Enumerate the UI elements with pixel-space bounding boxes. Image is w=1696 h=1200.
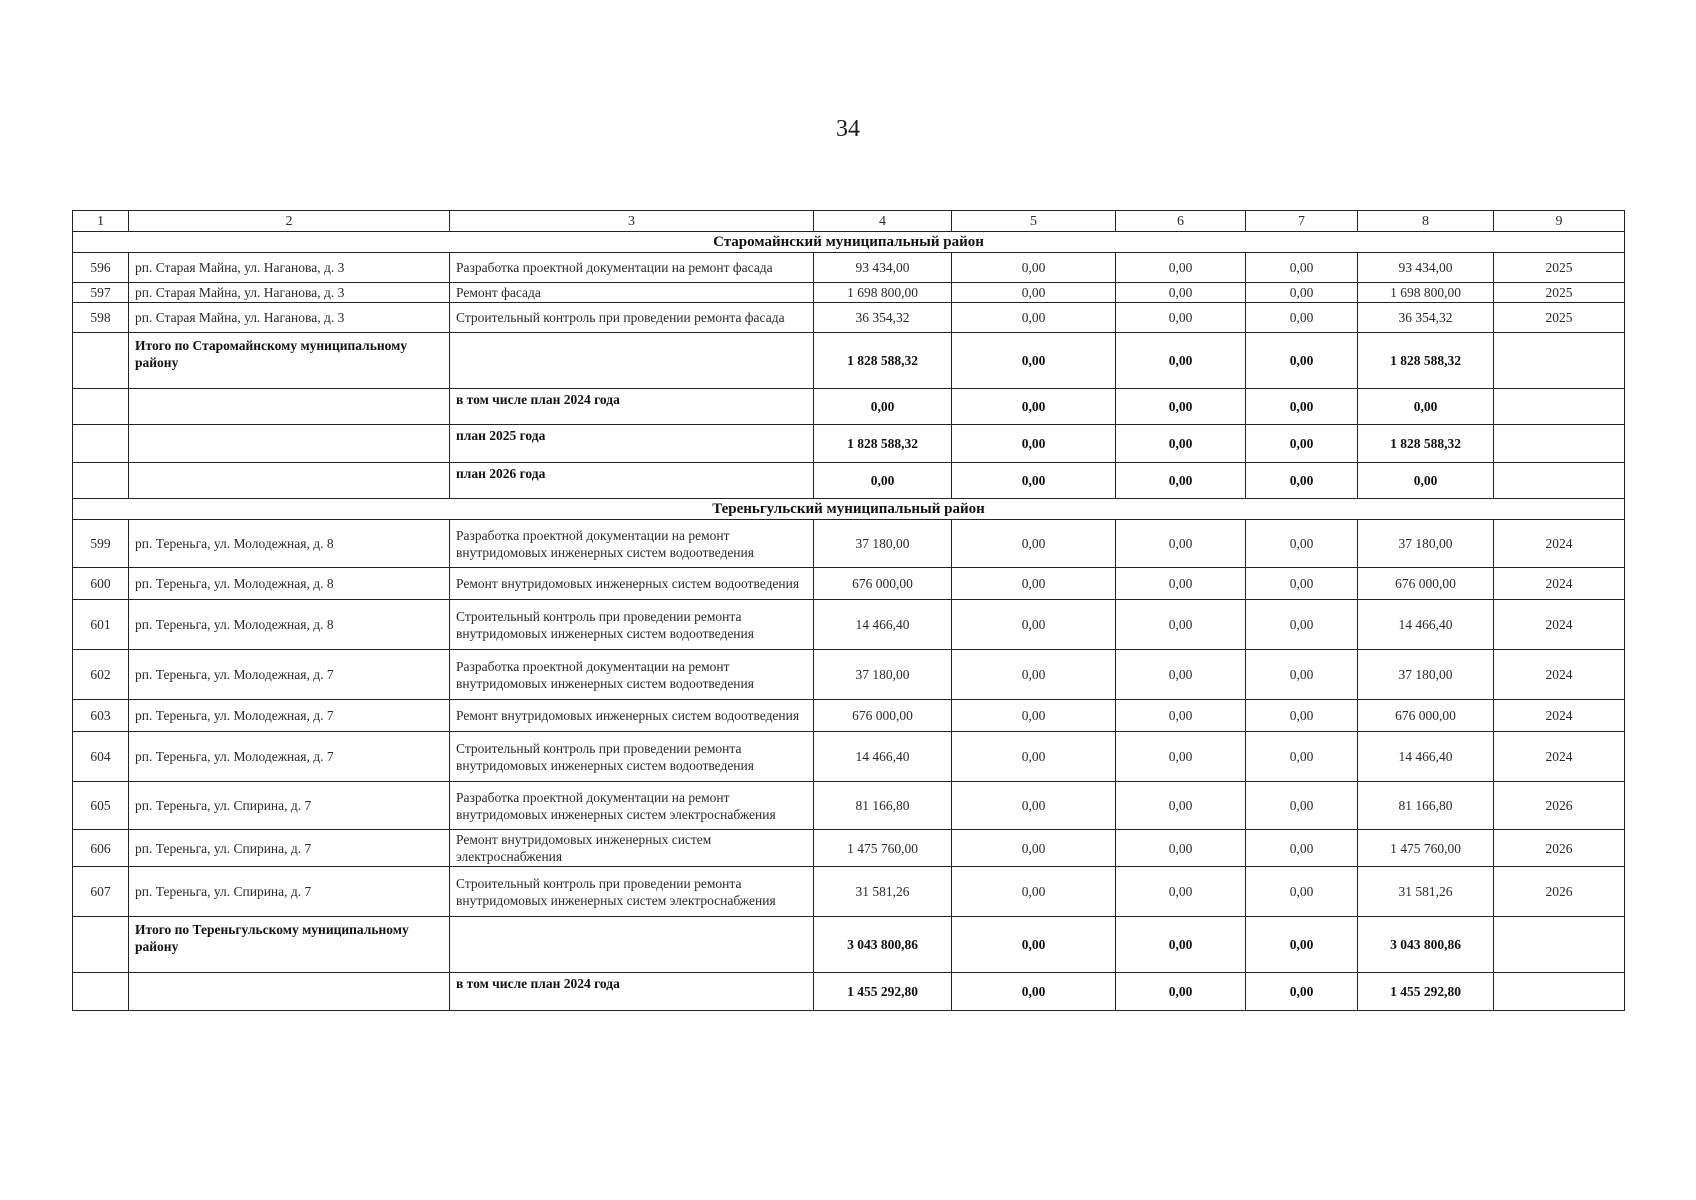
year-cell: 2024 bbox=[1494, 700, 1625, 732]
table-body bbox=[73, 211, 1625, 1011]
row-number: 604 bbox=[73, 732, 129, 782]
work-type-cell: Разработка проектной документации на ремонт фасада bbox=[450, 253, 814, 283]
amount-col8: 31 581,26 bbox=[1358, 867, 1494, 917]
total-col4: 0,00 bbox=[814, 463, 952, 499]
column-number-row bbox=[73, 211, 1625, 232]
total-row bbox=[73, 333, 1625, 389]
address-cell: рп. Старая Майна, ул. Наганова, д. 3 bbox=[129, 303, 450, 333]
empty-cell bbox=[1494, 917, 1625, 973]
total-row bbox=[73, 973, 1625, 1011]
total-label: Итого по Тереньгульскому муниципальному району bbox=[129, 917, 450, 973]
work-type-cell: Строительный контроль при проведении ремонта внутридомовых инженерных систем водоотведения bbox=[450, 600, 814, 650]
year-cell: 2024 bbox=[1494, 650, 1625, 700]
total-sublabel bbox=[450, 333, 814, 389]
amount-col4: 676 000,00 bbox=[814, 568, 952, 600]
amount-col8: 676 000,00 bbox=[1358, 700, 1494, 732]
work-type-cell: Ремонт внутридомовых инженерных систем электроснабжения bbox=[450, 830, 814, 867]
total-sublabel: в том числе план 2024 года bbox=[450, 389, 814, 425]
total-sublabel bbox=[450, 917, 814, 973]
amount-col8: 14 466,40 bbox=[1358, 600, 1494, 650]
total-col4: 0,00 bbox=[814, 389, 952, 425]
year-cell: 2026 bbox=[1494, 867, 1625, 917]
total-col4: 1 455 292,80 bbox=[814, 973, 952, 1011]
year-cell: 2025 bbox=[1494, 253, 1625, 283]
amount-col5: 0,00 bbox=[952, 568, 1116, 600]
empty-cell bbox=[73, 333, 129, 389]
amount-col8: 1 475 760,00 bbox=[1358, 830, 1494, 867]
address-cell: рп. Тереньга, ул. Молодежная, д. 8 bbox=[129, 520, 450, 568]
amount-col6: 0,00 bbox=[1116, 867, 1246, 917]
table-row bbox=[73, 700, 1625, 732]
address-cell: рп. Тереньга, ул. Молодежная, д. 7 bbox=[129, 700, 450, 732]
section-header-row bbox=[73, 499, 1625, 520]
work-type-cell: Ремонт внутридомовых инженерных систем водоотведения bbox=[450, 700, 814, 732]
amount-col4: 37 180,00 bbox=[814, 520, 952, 568]
empty-cell bbox=[1494, 333, 1625, 389]
table-row bbox=[73, 303, 1625, 333]
section-header-row bbox=[73, 232, 1625, 253]
amount-col6: 0,00 bbox=[1116, 303, 1246, 333]
total-row bbox=[73, 425, 1625, 463]
row-number: 607 bbox=[73, 867, 129, 917]
table-row bbox=[73, 650, 1625, 700]
total-col7: 0,00 bbox=[1246, 333, 1358, 389]
table-row bbox=[73, 568, 1625, 600]
amount-col7: 0,00 bbox=[1246, 830, 1358, 867]
table-row bbox=[73, 732, 1625, 782]
section-title: Тереньгульский муниципальный район bbox=[73, 499, 1625, 520]
amount-col8: 36 354,32 bbox=[1358, 303, 1494, 333]
amount-col5: 0,00 bbox=[952, 732, 1116, 782]
amount-col6: 0,00 bbox=[1116, 700, 1246, 732]
total-col6: 0,00 bbox=[1116, 389, 1246, 425]
page-number: 34 bbox=[836, 116, 860, 142]
empty-cell bbox=[1494, 425, 1625, 463]
total-col8: 1 828 588,32 bbox=[1358, 425, 1494, 463]
total-col6: 0,00 bbox=[1116, 973, 1246, 1011]
amount-col7: 0,00 bbox=[1246, 600, 1358, 650]
empty-cell bbox=[1494, 389, 1625, 425]
amount-col5: 0,00 bbox=[952, 867, 1116, 917]
row-number: 605 bbox=[73, 782, 129, 830]
amount-col4: 93 434,00 bbox=[814, 253, 952, 283]
total-col4: 1 828 588,32 bbox=[814, 333, 952, 389]
amount-col7: 0,00 bbox=[1246, 253, 1358, 283]
total-row bbox=[73, 917, 1625, 973]
row-number: 600 bbox=[73, 568, 129, 600]
total-col5: 0,00 bbox=[952, 917, 1116, 973]
total-col7: 0,00 bbox=[1246, 463, 1358, 499]
amount-col5: 0,00 bbox=[952, 650, 1116, 700]
total-col5: 0,00 bbox=[952, 425, 1116, 463]
amount-col7: 0,00 bbox=[1246, 283, 1358, 303]
address-cell: рп. Старая Майна, ул. Наганова, д. 3 bbox=[129, 283, 450, 303]
amount-col5: 0,00 bbox=[952, 303, 1116, 333]
row-number: 596 bbox=[73, 253, 129, 283]
amount-col6: 0,00 bbox=[1116, 600, 1246, 650]
total-col8: 0,00 bbox=[1358, 463, 1494, 499]
address-cell: рп. Тереньга, ул. Спирина, д. 7 bbox=[129, 782, 450, 830]
column-header: 6 bbox=[1116, 211, 1246, 232]
total-sublabel: план 2026 года bbox=[450, 463, 814, 499]
address-cell: рп. Тереньга, ул. Молодежная, д. 8 bbox=[129, 568, 450, 600]
total-row bbox=[73, 389, 1625, 425]
year-cell: 2024 bbox=[1494, 732, 1625, 782]
amount-col7: 0,00 bbox=[1246, 867, 1358, 917]
total-col4: 1 828 588,32 bbox=[814, 425, 952, 463]
year-cell: 2024 bbox=[1494, 600, 1625, 650]
total-label bbox=[129, 425, 450, 463]
total-col8: 1 828 588,32 bbox=[1358, 333, 1494, 389]
row-number: 599 bbox=[73, 520, 129, 568]
year-cell: 2026 bbox=[1494, 830, 1625, 867]
amount-col6: 0,00 bbox=[1116, 732, 1246, 782]
address-cell: рп. Старая Майна, ул. Наганова, д. 3 bbox=[129, 253, 450, 283]
row-number: 601 bbox=[73, 600, 129, 650]
amount-col8: 81 166,80 bbox=[1358, 782, 1494, 830]
amount-col6: 0,00 bbox=[1116, 568, 1246, 600]
address-cell: рп. Тереньга, ул. Молодежная, д. 7 bbox=[129, 732, 450, 782]
total-col5: 0,00 bbox=[952, 333, 1116, 389]
amount-col8: 676 000,00 bbox=[1358, 568, 1494, 600]
row-number: 603 bbox=[73, 700, 129, 732]
amount-col4: 37 180,00 bbox=[814, 650, 952, 700]
amount-col6: 0,00 bbox=[1116, 782, 1246, 830]
amount-col4: 14 466,40 bbox=[814, 732, 952, 782]
work-type-cell: Разработка проектной документации на ремонт внутридомовых инженерных систем водоотведения bbox=[450, 520, 814, 568]
amount-col5: 0,00 bbox=[952, 782, 1116, 830]
column-header: 8 bbox=[1358, 211, 1494, 232]
year-cell: 2025 bbox=[1494, 283, 1625, 303]
total-col6: 0,00 bbox=[1116, 333, 1246, 389]
column-header: 2 bbox=[129, 211, 450, 232]
total-col6: 0,00 bbox=[1116, 425, 1246, 463]
table-row bbox=[73, 283, 1625, 303]
amount-col5: 0,00 bbox=[952, 283, 1116, 303]
empty-cell bbox=[73, 973, 129, 1011]
address-cell: рп. Тереньга, ул. Спирина, д. 7 bbox=[129, 830, 450, 867]
amount-col6: 0,00 bbox=[1116, 283, 1246, 303]
work-type-cell: Ремонт фасада bbox=[450, 283, 814, 303]
work-type-cell: Строительный контроль при проведении ремонта внутридомовых инженерных систем водоотведения bbox=[450, 732, 814, 782]
year-cell: 2024 bbox=[1494, 520, 1625, 568]
amount-col6: 0,00 bbox=[1116, 650, 1246, 700]
total-col8: 3 043 800,86 bbox=[1358, 917, 1494, 973]
empty-cell bbox=[1494, 973, 1625, 1011]
column-header: 4 bbox=[814, 211, 952, 232]
total-label bbox=[129, 973, 450, 1011]
total-col7: 0,00 bbox=[1246, 917, 1358, 973]
amount-col6: 0,00 bbox=[1116, 253, 1246, 283]
table-row bbox=[73, 867, 1625, 917]
amount-col4: 81 166,80 bbox=[814, 782, 952, 830]
work-type-cell: Разработка проектной документации на ремонт внутридомовых инженерных систем водоотведения bbox=[450, 650, 814, 700]
row-number: 606 bbox=[73, 830, 129, 867]
empty-cell bbox=[1494, 463, 1625, 499]
work-type-cell: Ремонт внутридомовых инженерных систем водоотведения bbox=[450, 568, 814, 600]
total-col5: 0,00 bbox=[952, 973, 1116, 1011]
total-col6: 0,00 bbox=[1116, 917, 1246, 973]
total-col5: 0,00 bbox=[952, 463, 1116, 499]
column-header: 3 bbox=[450, 211, 814, 232]
empty-cell bbox=[73, 425, 129, 463]
table-row bbox=[73, 520, 1625, 568]
amount-col7: 0,00 bbox=[1246, 303, 1358, 333]
amount-col4: 1 475 760,00 bbox=[814, 830, 952, 867]
table-row bbox=[73, 782, 1625, 830]
amount-col7: 0,00 bbox=[1246, 700, 1358, 732]
address-cell: рп. Тереньга, ул. Молодежная, д. 7 bbox=[129, 650, 450, 700]
column-header: 1 bbox=[73, 211, 129, 232]
amount-col5: 0,00 bbox=[952, 520, 1116, 568]
total-label: Итого по Старомайнскому муниципальному району bbox=[129, 333, 450, 389]
empty-cell bbox=[73, 917, 129, 973]
amount-col8: 1 698 800,00 bbox=[1358, 283, 1494, 303]
table-row bbox=[73, 830, 1625, 867]
total-col7: 0,00 bbox=[1246, 425, 1358, 463]
amount-col5: 0,00 bbox=[952, 600, 1116, 650]
amount-col5: 0,00 bbox=[952, 830, 1116, 867]
total-sublabel: план 2025 года bbox=[450, 425, 814, 463]
total-row bbox=[73, 463, 1625, 499]
work-type-cell: Строительный контроль при проведении ремонта фасада bbox=[450, 303, 814, 333]
row-number: 598 bbox=[73, 303, 129, 333]
column-header: 5 bbox=[952, 211, 1116, 232]
section-title: Старомайнский муниципальный район bbox=[73, 232, 1625, 253]
amount-col5: 0,00 bbox=[952, 253, 1116, 283]
amount-col8: 37 180,00 bbox=[1358, 650, 1494, 700]
total-col4: 3 043 800,86 bbox=[814, 917, 952, 973]
budget-table bbox=[72, 210, 1625, 1011]
address-cell: рп. Тереньга, ул. Спирина, д. 7 bbox=[129, 867, 450, 917]
amount-col4: 676 000,00 bbox=[814, 700, 952, 732]
amount-col8: 14 466,40 bbox=[1358, 732, 1494, 782]
amount-col6: 0,00 bbox=[1116, 830, 1246, 867]
amount-col4: 36 354,32 bbox=[814, 303, 952, 333]
year-cell: 2026 bbox=[1494, 782, 1625, 830]
amount-col8: 93 434,00 bbox=[1358, 253, 1494, 283]
total-col5: 0,00 bbox=[952, 389, 1116, 425]
amount-col4: 1 698 800,00 bbox=[814, 283, 952, 303]
amount-col7: 0,00 bbox=[1246, 782, 1358, 830]
total-col8: 0,00 bbox=[1358, 389, 1494, 425]
total-col7: 0,00 bbox=[1246, 973, 1358, 1011]
table-row bbox=[73, 600, 1625, 650]
table-row bbox=[73, 253, 1625, 283]
total-sublabel: в том числе план 2024 года bbox=[450, 973, 814, 1011]
amount-col5: 0,00 bbox=[952, 700, 1116, 732]
total-col6: 0,00 bbox=[1116, 463, 1246, 499]
column-header: 9 bbox=[1494, 211, 1625, 232]
total-label bbox=[129, 463, 450, 499]
year-cell: 2024 bbox=[1494, 568, 1625, 600]
total-label bbox=[129, 389, 450, 425]
total-col7: 0,00 bbox=[1246, 389, 1358, 425]
amount-col4: 14 466,40 bbox=[814, 600, 952, 650]
amount-col7: 0,00 bbox=[1246, 650, 1358, 700]
work-type-cell: Разработка проектной документации на ремонт внутридомовых инженерных систем электроснабжения bbox=[450, 782, 814, 830]
amount-col7: 0,00 bbox=[1246, 520, 1358, 568]
amount-col4: 31 581,26 bbox=[814, 867, 952, 917]
row-number: 597 bbox=[73, 283, 129, 303]
amount-col7: 0,00 bbox=[1246, 732, 1358, 782]
row-number: 602 bbox=[73, 650, 129, 700]
amount-col7: 0,00 bbox=[1246, 568, 1358, 600]
empty-cell bbox=[73, 389, 129, 425]
year-cell: 2025 bbox=[1494, 303, 1625, 333]
column-header: 7 bbox=[1246, 211, 1358, 232]
address-cell: рп. Тереньга, ул. Молодежная, д. 8 bbox=[129, 600, 450, 650]
empty-cell bbox=[73, 463, 129, 499]
amount-col6: 0,00 bbox=[1116, 520, 1246, 568]
amount-col8: 37 180,00 bbox=[1358, 520, 1494, 568]
work-type-cell: Строительный контроль при проведении ремонта внутридомовых инженерных систем электроснабжения bbox=[450, 867, 814, 917]
total-col8: 1 455 292,80 bbox=[1358, 973, 1494, 1011]
